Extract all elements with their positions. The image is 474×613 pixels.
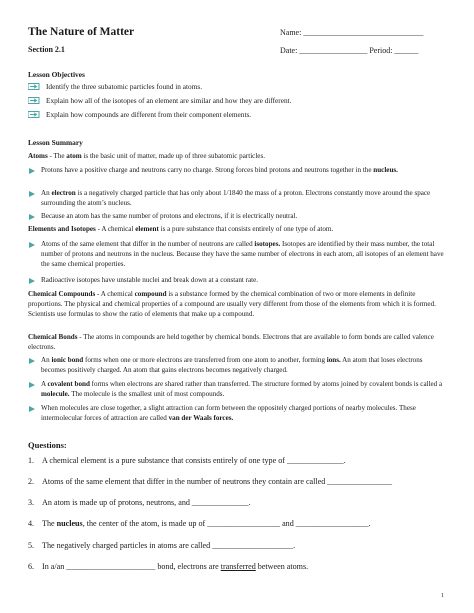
element-bullet: Radioactive isotopes have unstable nuclei and break down at a constant rate. bbox=[28, 276, 448, 286]
atom-bullet: An electron is a negatively charged particle that has only about 1/1840 the mass of a proton. Electrons constantly move around the space surrounding the atom’s nucleus. bbox=[28, 189, 448, 209]
teal-arrow-icon bbox=[28, 97, 40, 104]
question-item: 2. Atoms of the same element that differ in the number of neutrons they contain are called ________________ bbox=[28, 477, 393, 486]
question-item: 5. The negatively charged particles in atoms are called ____________________. bbox=[28, 541, 296, 550]
name-field: Name: ______________________________ bbox=[280, 28, 424, 37]
objectives-heading: Lesson Objectives bbox=[28, 70, 85, 79]
elements-paragraph: Elements and Isotopes - A chemical element is a pure substance that consists entirely of one type of atom. bbox=[28, 225, 334, 233]
bond-bullet: When molecules are close together, a slight attraction can form between the oppositely charged portions of nearby molecules. These intermolecular forces of attraction are called van der Waals forces. bbox=[28, 404, 448, 424]
summary-heading: Lesson Summary bbox=[28, 138, 83, 147]
objective-item: Explain how compounds are different from their component elements. bbox=[28, 110, 251, 119]
teal-triangle-icon bbox=[29, 278, 35, 284]
compounds-paragraph: Chemical Compounds - A chemical compound is a substance formed by the chemical combination of two or more elements in definite proportions. The physical and chemical properties of a compound are usually very different from those of the elements from which it is formed. Scientists use formulas to show the ratio of elements that make up a compound. bbox=[28, 290, 436, 318]
question-item: 4. The nucleus, the center of the atom, is made up of __________________ and __________________. bbox=[28, 519, 371, 528]
objective-item: Explain how all of the isotopes of an element are similar and how they are different. bbox=[28, 96, 291, 105]
teal-triangle-icon bbox=[29, 406, 35, 412]
question-item: 1. A chemical element is a pure substance that consists entirely of one type of ______________. bbox=[28, 456, 346, 465]
teal-arrow-icon bbox=[28, 83, 40, 90]
element-bullet: Atoms of the same element that differ in the number of neutrons are called isotopes. Isotopes are identified by their mass number, the total number of protons and neutrons in the nucleus. Because they have the same number of electrons in each atom, all isotopes of an element have the same chemical properties. bbox=[28, 240, 448, 269]
bond-bullet: An ionic bond forms when one or more electrons are transferred from one atom to another, forming ions. An atom that loses electrons becomes positively charged. An atom that gains electrons becomes negatively charged. bbox=[28, 356, 448, 376]
page-title: The Nature of Matter bbox=[28, 26, 135, 38]
atoms-paragraph: Atoms - The atom is the basic unit of matter, made up of three subatomic particles. bbox=[28, 152, 265, 160]
questions-heading: Questions: bbox=[28, 440, 67, 450]
teal-arrow-icon bbox=[28, 111, 40, 118]
atom-bullet: Protons have a positive charge and neutrons carry no charge. Strong forces bind protons and neutrons together in the nucleus. bbox=[28, 166, 448, 176]
date-period-field: Date: _________________ Period: ______ bbox=[280, 46, 419, 55]
bond-bullet: A covalent bond forms when electrons are shared rather than transferred. The structure formed by atoms joined by covalent bonds is called a molecule. The molecule is the smallest unit of most compounds. bbox=[28, 380, 448, 400]
question-item: 6. In a/an ______________________ bond, electrons are transferred between atoms. bbox=[28, 562, 309, 571]
atom-bullet: Because an atom has the same number of protons and electrons, if it is electrically neutral. bbox=[28, 212, 448, 222]
question-item: 3. An atom is made up of protons, neutrons, and ______________. bbox=[28, 498, 251, 507]
teal-triangle-icon bbox=[29, 214, 35, 220]
teal-triangle-icon bbox=[29, 358, 35, 364]
page-number: 1 bbox=[441, 593, 444, 599]
teal-triangle-icon bbox=[29, 242, 35, 248]
teal-triangle-icon bbox=[29, 168, 35, 174]
teal-triangle-icon bbox=[29, 382, 35, 388]
section-label: Section 2.1 bbox=[28, 45, 65, 54]
bonds-paragraph: Chemical Bonds - The atoms in compounds are held together by chemical bonds. Electrons that are available to form bonds are called valence electrons. bbox=[28, 333, 434, 351]
objective-item: Identify the three subatomic particles found in atoms. bbox=[28, 82, 202, 91]
teal-triangle-icon bbox=[29, 191, 35, 197]
